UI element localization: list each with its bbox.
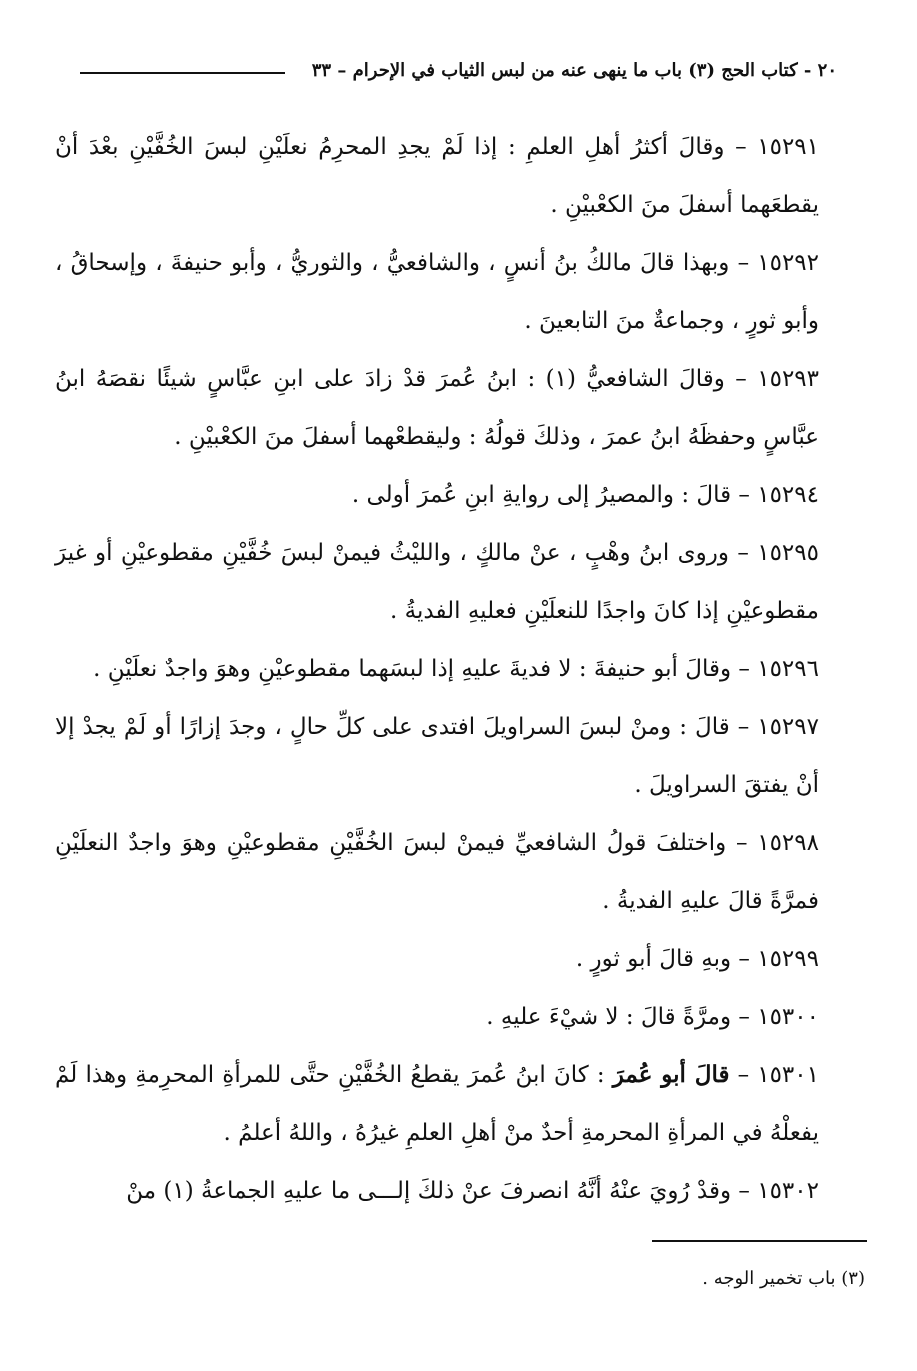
header-rule	[80, 72, 285, 74]
paragraph-number: ١٥٣٠٠	[757, 1004, 819, 1030]
running-header	[80, 60, 837, 92]
paragraph-15298: ١٥٢٩٨ – واختلفَ قولُ الشافعيِّ فيمنْ لبسَ الخُفَّيْنِ مقطوعيْنِ وهوَ واجدٌ النعلَيْنِ فمرَّةً قالَ عليهِ الفديةُ .	[55, 830, 819, 914]
paragraph-number: ١٥٢٩١	[757, 134, 820, 160]
paragraph-15296: ١٥٢٩٦ – وقالَ أبو حنيفةَ : لا فديةَ عليهِ إذا لبسَهما مقطوعيْنِ وهوَ واجدٌ نعلَيْنِ .	[93, 656, 819, 682]
paragraph-15294: ١٥٢٩٤ – قالَ : والمصيرُ إلى روايةِ ابنِ عُمرَ أولى .	[351, 482, 819, 508]
paragraph-number: ١٥٢٩٩	[757, 946, 819, 972]
paragraph-15295: ١٥٢٩٥ – وروى ابنُ وهْبٍ ، عنْ مالكٍ ، والليْثُ فيمنْ لبسَ خُفَّيْنِ مقطوعيْنِ أو غيرَ مقطوعيْنِ إذا كانَ واجدًا للنعلَيْنِ فعليهِ الفديةُ .	[55, 540, 819, 624]
paragraph-15293: ١٥٢٩٣ – وقالَ الشافعيُّ (١) : ابنُ عُمرَ قدْ زادَ على ابنِ عبَّاسٍ شيئًا نقصَهُ ابنُ عبَّاسٍ وحفظَهُ ابنُ عمرَ ، وذلكَ قولُهُ : وليقطعْهما أسفلَ منَ الكعْبيْنِ .	[55, 366, 820, 450]
paragraph-15301: ١٥٣٠١ – قالَ أبو عُمرَ : كانَ ابنُ عُمرَ يقطعُ الخُفَّيْنِ حتَّى للمرأةِ المحرِمةِ وهذا لَمْ يفعلْهُ في المرأةِ المحرمةِ أحدٌ منْ أهلِ العلمِ غيرُهُ ، واللهُ أعلمُ .	[55, 1061, 819, 1146]
paragraph-text: قالَ : ومنْ لبسَ السراويلَ افتدى على كلِّ حالٍ ، وجدَ إزارًا أو لَمْ يجدْ إلا أنْ يفتقَ السراويلَ .	[55, 714, 819, 798]
paragraph-text: واختلفَ قولُ الشافعيِّ فيمنْ لبسَ الخُفَّيْنِ مقطوعيْنِ وهوَ واجدٌ النعلَيْنِ فمرَّةً قالَ عليهِ الفديةُ .	[55, 830, 819, 914]
paragraph-text: ومرَّةً قالَ : لا شيْءَ عليهِ .	[486, 1004, 732, 1030]
paragraph-15299: ١٥٢٩٩ – وبهِ قالَ أبو ثورٍ .	[575, 946, 819, 972]
paragraph-number: ١٥٢٩٥	[757, 540, 819, 566]
paragraph-number: ١٥٢٩٢	[757, 250, 820, 276]
paragraph-text: وبهِ قالَ أبو ثورٍ .	[575, 946, 732, 972]
footnote: (٣) باب تخمير الوجه .	[702, 1268, 865, 1289]
paragraph-number: ١٥٣٠١	[757, 1062, 819, 1088]
paragraph-text: وقالَ الشافعيُّ (١) : ابنُ عُمرَ قدْ زادَ على ابنِ عبَّاسٍ شيئًا نقصَهُ ابنُ عبَّاسٍ وحفظَهُ ابنُ عمرَ ، وذلكَ قولُهُ : وليقطعْهما أسفلَ منَ الكعْبيْنِ .	[55, 366, 819, 450]
paragraph-15297: ١٥٢٩٧ – قالَ : ومنْ لبسَ السراويلَ افتدى على كلِّ حالٍ ، وجدَ إزارًا أو لَمْ يجدْ إلا أنْ يفتقَ السراويلَ .	[55, 714, 819, 798]
paragraph-number: ١٥٢٩٨	[757, 830, 819, 856]
paragraph-15300: ١٥٣٠٠ – ومرَّةً قالَ : لا شيْءَ عليهِ .	[486, 1004, 819, 1030]
paragraph-text: وقالَ أكثرُ أهلِ العلمِ : إذا لَمْ يجدِ المحرِمُ نعلَيْنِ لبسَ الخُفَّيْنِ بعْدَ أنْ يقطعَهما أسفلَ منَ الكعْبيْنِ .	[55, 134, 819, 218]
main-text	[55, 118, 819, 1220]
paragraph-number: ١٥٣٠٢	[757, 1178, 819, 1204]
paragraph-text: قالَ : والمصيرُ إلى روايةِ ابنِ عُمرَ أولى .	[351, 482, 732, 508]
paragraph-number: ١٥٢٩٣	[757, 366, 820, 392]
paragraph-number: ١٥٢٩٧	[757, 714, 819, 740]
header-title: ٢٠ - كتاب الحج (٣) باب ما ينهى عنه من لبس الثياب في الإحرام – ٣٣	[311, 60, 837, 81]
paragraph-text: وروى ابنُ وهْبٍ ، عنْ مالكٍ ، والليْثُ فيمنْ لبسَ خُفَّيْنِ مقطوعيْنِ أو غيرَ مقطوعيْنِ إذا كانَ واجدًا للنعلَيْنِ فعليهِ الفديةُ .	[55, 540, 819, 624]
paragraph-number: ١٥٢٩٦	[757, 656, 819, 682]
paragraph-text: : كانَ ابنُ عُمرَ يقطعُ الخُفَّيْنِ حتَّى للمرأةِ المحرِمةِ وهذا لَمْ يفعلْهُ في المرأةِ المحرمةِ أحدٌ منْ أهلِ العلمِ غيرُهُ ، واللهُ أعلمُ .	[55, 1062, 819, 1146]
paragraph-text: وبهذا قالَ مالكُ بنُ أنسٍ ، والشافعيُّ ، والثوريُّ ، وأبو حنيفةَ ، وإسحاقُ ، وأبو ثورٍ ، وجماعةٌ منَ التابعينَ .	[55, 250, 819, 334]
paragraph-15292: ١٥٢٩٢ – وبهذا قالَ مالكُ بنُ أنسٍ ، والشافعيُّ ، والثوريُّ ، وأبو حنيفةَ ، وإسحاقُ ، وأبو ثورٍ ، وجماعةٌ منَ التابعينَ .	[55, 250, 820, 334]
speaker-label: قالَ أبو عُمرَ	[612, 1061, 730, 1088]
paragraph-15291: ١٥٢٩١ – وقالَ أكثرُ أهلِ العلمِ : إذا لَمْ يجدِ المحرِمُ نعلَيْنِ لبسَ الخُفَّيْنِ بعْدَ أنْ يقطعَهما أسفلَ منَ الكعْبيْنِ .	[55, 134, 820, 218]
paragraph-number: ١٥٢٩٤	[757, 482, 819, 508]
footnote-rule	[652, 1240, 867, 1242]
paragraph-15302: ١٥٣٠٢ – وقدْ رُويَ عنْهُ أنَّهُ انصرفَ عنْ ذلكَ إلـــى ما عليهِ الجماعةُ (١) منْ	[126, 1178, 819, 1204]
paragraph-text: وقدْ رُويَ عنْهُ أنَّهُ انصرفَ عنْ ذلكَ إلـــى ما عليهِ الجماعةُ (١) منْ	[126, 1178, 732, 1204]
paragraph-text: وقالَ أبو حنيفةَ : لا فديةَ عليهِ إذا لبسَهما مقطوعيْنِ وهوَ واجدٌ نعلَيْنِ .	[93, 656, 732, 682]
